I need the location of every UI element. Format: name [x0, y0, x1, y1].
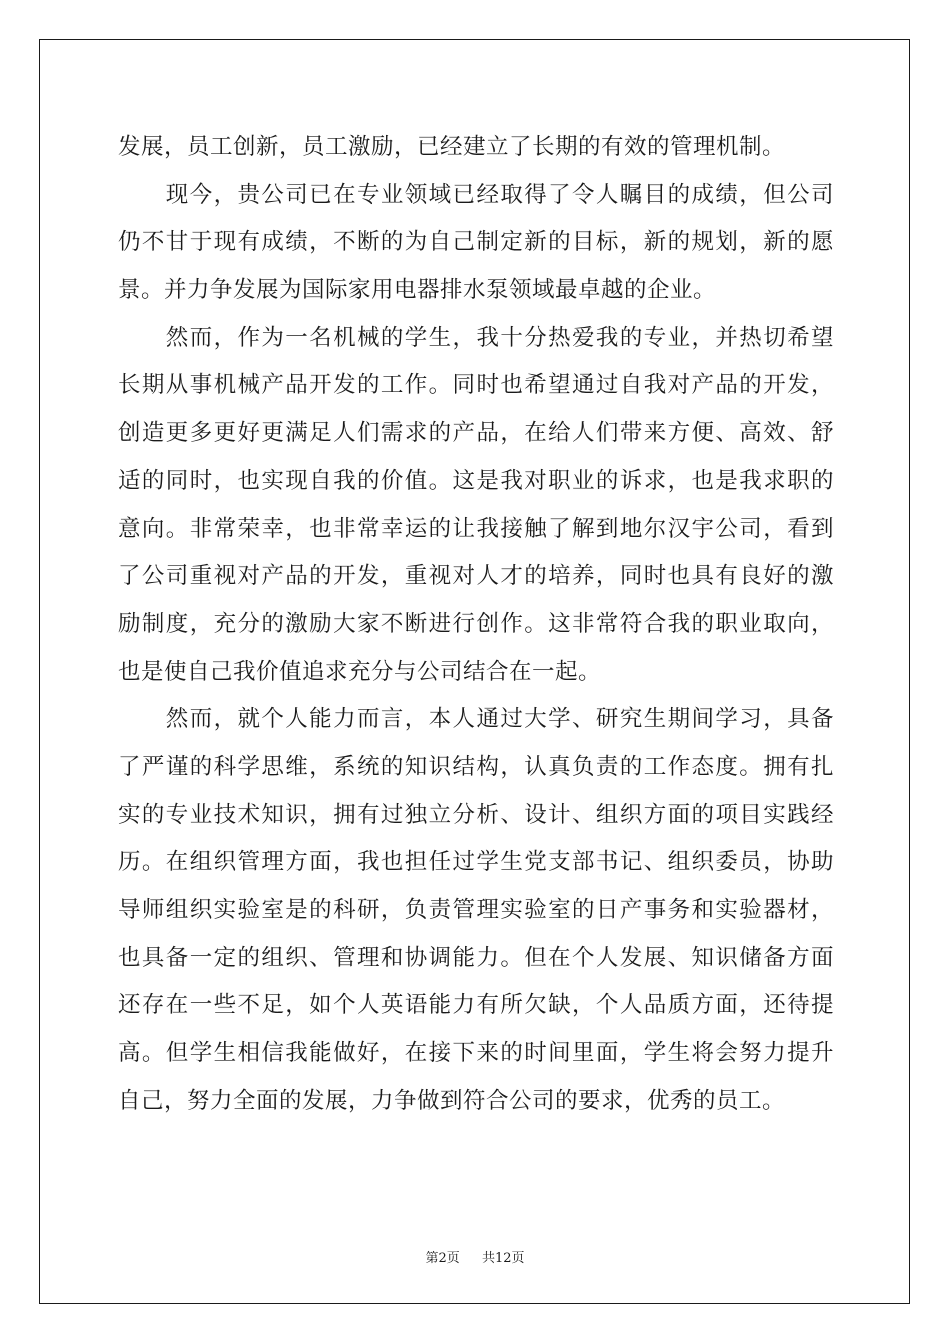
text-line: 发展，员工创新，员工激励，已经建立了长期的有效的管理机制。: [118, 134, 786, 160]
text-line: 自己，努力全面的发展，力争做到符合公司的要求，优秀的员工。: [118, 1087, 786, 1114]
text-line: 也具备一定的组织、管理和协调能力。但在个人发展、知识储备方面: [118, 944, 834, 971]
text-line: 历。在组织管理方面，我也担任过学生党支部书记、组织委员，协助: [118, 849, 834, 876]
text-line: 实的专业技术知识，拥有过独立分析、设计、组织方面的项目实践经: [118, 801, 834, 828]
document-body: [118, 124, 834, 1125]
text-line: 励制度，充分的激励大家不断进行创作。这非常符合我的职业取向，: [118, 610, 834, 637]
text-line: 仍不甘于现有成绩，不断的为自己制定新的目标，新的规划，新的愿: [118, 229, 834, 256]
text-line: 创造更多更好更满足人们需求的产品，在给人们带来方便、高效、舒: [118, 420, 834, 447]
text-line: 高。但学生相信我能做好，在接下来的时间里面，学生将会努力提升: [118, 1040, 834, 1067]
text-line: 适的同时，也实现自我的价值。这是我对职业的诉求，也是我求职的: [118, 467, 834, 494]
page-footer: [0, 1247, 950, 1266]
text-line: 还存在一些不足，如个人英语能力有所欠缺，个人品质方面，还待提: [118, 992, 834, 1019]
text-line: 意向。非常荣幸，也非常幸运的让我接触了解到地尔汉宇公司，看到: [118, 515, 834, 542]
page-number: 第2页: [425, 1251, 460, 1266]
page-total: 共12页: [482, 1251, 525, 1266]
text-line: 现今，贵公司已在专业领域已经取得了令人瞩目的成绩，但公司: [118, 181, 834, 208]
text-line: 了严谨的科学思维，系统的知识结构，认真负责的工作态度。拥有扎: [118, 753, 834, 780]
text-line: 导师组织实验室是的科研，负责管理实验室的日产事务和实验器材，: [118, 897, 834, 923]
text-line: 了公司重视对产品的开发，重视对人才的培养，同时也具有良好的激: [118, 563, 834, 590]
text-line: 景。并力争发展为国际家用电器排水泵领域最卓越的企业。: [118, 277, 717, 304]
text-line: 长期从事机械产品开发的工作。同时也希望通过自我对产品的开发，: [118, 372, 834, 399]
text-line: 然而，作为一名机械的学生，我十分热爱我的专业，并热切希望: [118, 324, 834, 351]
text-line: 也是使自己我价值追求充分与公司结合在一起。: [118, 658, 602, 685]
text-line: 然而，就个人能力而言，本人通过大学、研究生期间学习，具备: [118, 706, 834, 733]
